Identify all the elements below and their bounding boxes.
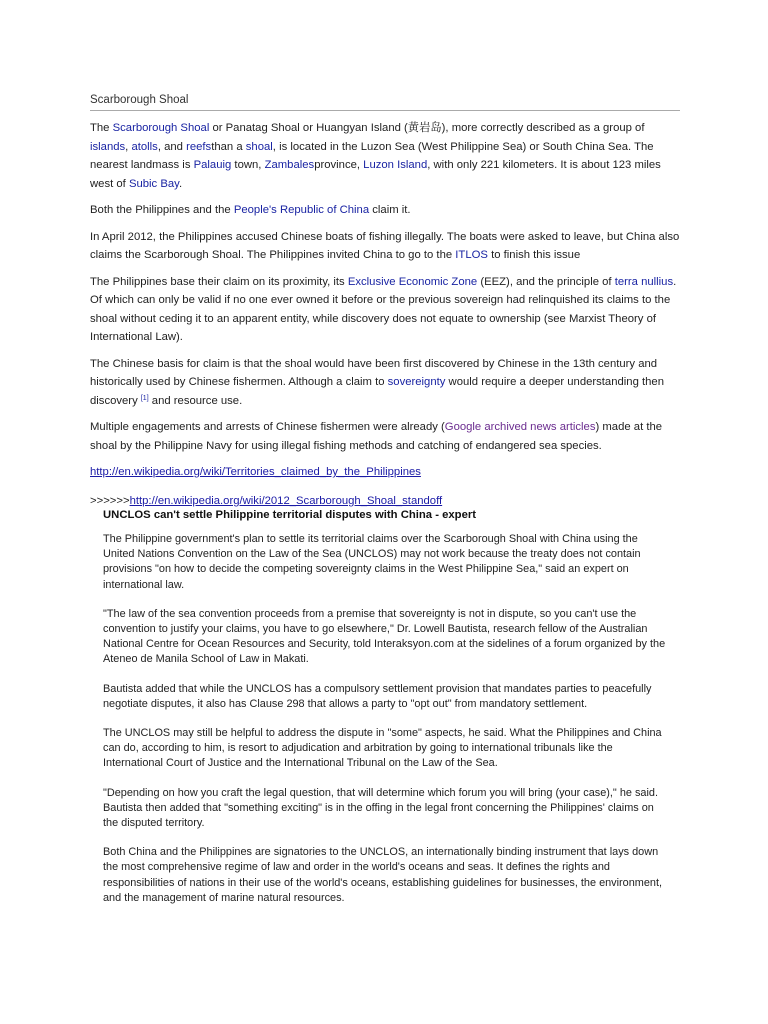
text: claim it.: [369, 204, 411, 216]
link-luzon-island[interactable]: Luzon Island: [363, 159, 428, 171]
link-sovereignty[interactable]: sovereignty: [387, 376, 446, 388]
link-google-archived-news[interactable]: Google archived news articles: [444, 421, 596, 433]
article-paragraph: The UNCLOS may still be helpful to address the dispute in "some" aspects, he said. What the Philippines and China can do, according to him, is resort to adjudication and arbitration by going to international tribunals like the International Court of Justice and the International Tribunal on the Law of the Sea.: [103, 727, 662, 770]
text: , with only 221 kilometers. It is about 123 miles west of: [90, 159, 661, 190]
url-standoff[interactable]: http://en.wikipedia.org/wiki/2012_Scarborough_Shoal_standoff: [129, 494, 443, 507]
article-paragraph: "Depending on how you craft the legal question, that will determine which forum you will bring (your case)," he said. Bautista then added that "something exciting" is in the offing in the legal front concerning the Philippines' claims on the disputed territory.: [103, 786, 658, 830]
link-reefs[interactable]: reefs: [186, 140, 212, 153]
text: Both the Philippines and the: [90, 204, 234, 216]
url-prefix: >>>>>>: [90, 494, 130, 507]
title-divider: [90, 110, 680, 111]
link-scarborough-shoal[interactable]: Scarborough Shoal: [112, 122, 210, 134]
text: or Panatag Shoal or Huangyan Island (黄岩岛), more correctly described as a group of: [209, 122, 645, 134]
article-paragraph: Both China and the Philippines are signatories to the UNCLOS, an internationally binding instrument that lays down the most comprehensive regime of law and order in the world's oceans and seas. It defines the rights and responsibilities of nations in their use of the world's oceans, establishing guidelines for businesses, the environment, and the management of marine natural resources.: [103, 846, 663, 904]
philippine-claim-paragraph: [90, 273, 680, 347]
article-paragraph: "The law of the sea convention proceeds from a premise that sovereignty is not in dispute, so you can't use the convention to justify your claims, you have to go elsewhere," Dr. Lowell Bautista, research fellow of the Australian National Centre for Ocean Resources and Security, told Interaksyon.com at the sidelines of a forum organized by the Ateneo de Manila School of Law in Makati.: [103, 607, 666, 666]
text: would require a deeper understanding then discovery: [90, 376, 664, 407]
link-zambales[interactable]: Zambales: [264, 159, 315, 171]
text: The: [90, 122, 113, 134]
url-paragraph-1: [90, 463, 680, 482]
link-islands[interactable]: islands: [90, 140, 126, 153]
text: , is located in the Luzon Sea (West Philippine Sea) or South China Sea. The nearest landmass is: [90, 140, 654, 171]
article-heading: UNCLOS can't settle Philippine territorial disputes with China - expert: [103, 509, 477, 521]
text: town,: [231, 159, 265, 171]
chinese-claim-paragraph: [90, 355, 680, 411]
link-atolls[interactable]: atolls: [131, 140, 158, 153]
text: The Chinese basis for claim is that the shoal would have been first discovered by Chinese in the 13th century and historically used by Chinese fishermen. Although a claim to: [90, 357, 658, 388]
link-subic-bay[interactable]: Subic Bay: [128, 177, 179, 190]
text: than a: [211, 140, 246, 153]
text: In April 2012, the Philippines accused Chinese boats of fishing illegally. The boats were asked to leave, but China also claims the Scarborough Shoal. The Philippines invited China to go to the: [90, 230, 680, 261]
url-territories-claimed[interactable]: http://en.wikipedia.org/wiki/Territories_claimed_by_the_Philippines: [90, 466, 421, 478]
text: Multiple engagements and arrests of Chinese fishermen were already (: [90, 421, 445, 433]
link-itlos[interactable]: ITLOS: [455, 249, 488, 261]
page-title: Scarborough Shoal: [90, 94, 189, 106]
reference-1[interactable]: [1]: [140, 394, 149, 402]
text: .: [178, 177, 183, 190]
link-shoal[interactable]: shoal: [245, 140, 273, 153]
text: and resource use.: [148, 394, 243, 407]
news-article: [103, 508, 668, 920]
april-2012-paragraph: [90, 228, 680, 265]
article-paragraph: Bautista added that while the UNCLOS has a compulsory settlement provision that mandates parties to peacefully negotiate disputes, it also has Clause 298 that allows a party to "opt out" from mandatory settlement.: [103, 682, 652, 710]
text: to finish this issue: [487, 249, 581, 261]
engagements-paragraph: [90, 418, 680, 455]
text: The Philippines base their claim on its proximity, its: [90, 275, 348, 288]
wiki-excerpt: [90, 119, 680, 518]
text: , and: [157, 140, 187, 153]
text: ) made at the shoal by the Philippine Navy for using illegal fishing methods and catching of endangered sea species.: [90, 421, 663, 452]
text: ,: [125, 140, 132, 153]
link-palauig[interactable]: Palauig: [193, 159, 232, 171]
text: province,: [314, 159, 364, 171]
text: (EEZ), and the principle of: [477, 275, 615, 288]
text: . Of which can only be valid if no one ever owned it before or the previous sovereign had relinquished its claims to the shoal without ceding it to an apparent entity, while discovery does not equate to ownership (see Marxist Theory of International Law).: [90, 275, 677, 343]
claimants-paragraph: [90, 201, 680, 220]
intro-paragraph: [90, 119, 680, 193]
link-eez[interactable]: Exclusive Economic Zone: [347, 275, 478, 288]
article-paragraph: The Philippine government's plan to settle its territorial claims over the Scarborough Shoal with China using the United Nations Convention on the Law of the Sea (UNCLOS) may not work because the treaty does not contain provisions "on how to decide the competing sovereignty claims in the West Philippine Sea," said an expert on international law.: [103, 533, 641, 591]
link-prc[interactable]: People's Republic of China: [233, 204, 370, 216]
link-terra-nullius[interactable]: terra nullius: [614, 275, 674, 288]
